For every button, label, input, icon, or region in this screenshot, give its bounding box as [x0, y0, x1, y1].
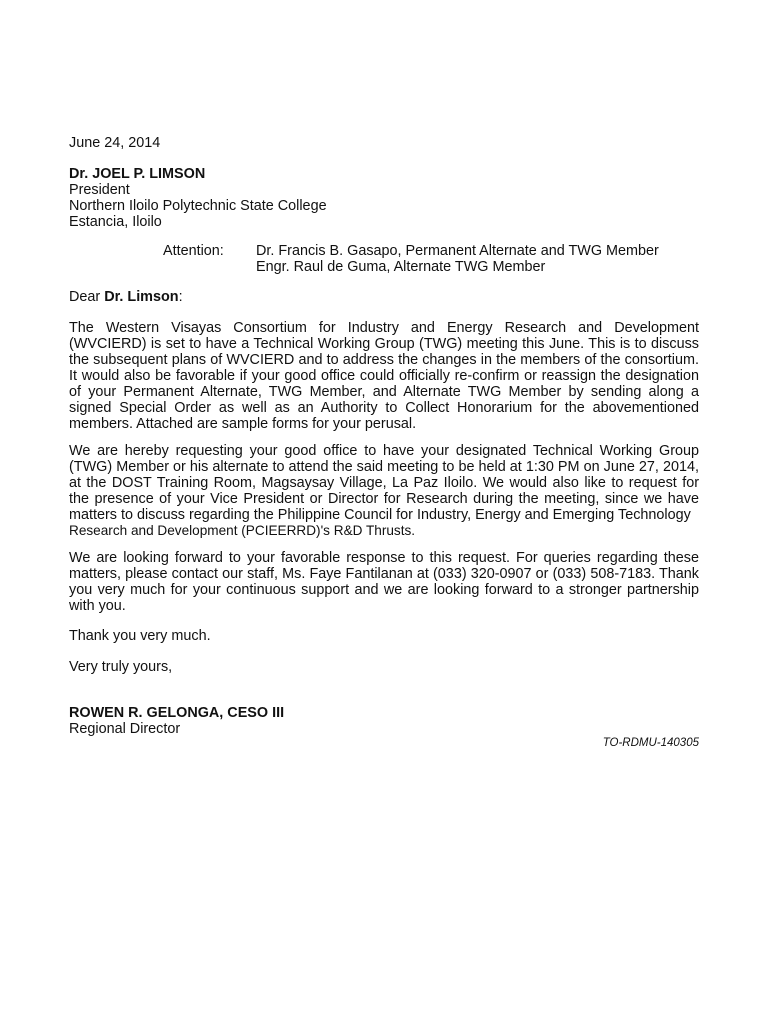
signatory-name: ROWEN R. GELONGA, CESO III — [69, 705, 285, 721]
attention-line-1: Dr. Francis B. Gasapo, Permanent Alternate and TWG Member — [256, 243, 659, 259]
closing-line: Very truly yours, — [69, 659, 173, 675]
salutation-name: Dr. Limson — [104, 289, 179, 305]
attention-list — [256, 243, 659, 275]
body-paragraph-2-text: We are hereby requesting your good office to have your designated Technical Working Group (TWG) Member or his alternate to attend the said meeting to be held at 1:30 PM on June 27, 2014, at the DOST Training Room, Magsaysay Village, La Paz Iloilo. We would also like to request for the presence of your Vice President or Director for Research during the meeting, since we have matters to discuss regarding the Philippine Council for Industry, Energy and Emerging Technology — [69, 443, 699, 523]
recipient-block — [69, 166, 699, 230]
signatory-block — [69, 705, 699, 737]
attention-label: Attention: — [163, 243, 224, 259]
letter-date: June 24, 2014 — [69, 135, 161, 151]
recipient-institution: Northern Iloilo Polytechnic State College — [69, 198, 327, 214]
reference-code: TO-RDMU-140305 — [602, 737, 699, 749]
recipient-title: President — [69, 182, 130, 198]
body-paragraph-2 — [69, 443, 699, 539]
recipient-name: Dr. JOEL P. LIMSON — [69, 166, 206, 182]
body-paragraph-1: The Western Visayas Consortium for Industry and Energy Research and Development (WVCIERD) is set to have a Technical Working Group (TWG) meeting this June. This is to discuss the subsequent plans of WVCIERD and to address the changes in the members of the consortium. It would also be favorable if your good office could officially re-confirm or reassign the designation of your Permanent Alternate, TWG Member, and Alternate TWG Member by sending along a signed Special Order as well as an Authority to Collect Honorarium for the abovementioned members. Attached are sample forms for your perusal. — [69, 320, 699, 432]
attention-line-2: Engr. Raul de Guma, Alternate TWG Member — [256, 259, 546, 275]
signatory-title: Regional Director — [69, 721, 181, 737]
body-paragraph-3: We are looking forward to your favorable response to this request. For queries regarding these matters, please contact our staff, Ms. Faye Fantilanan at (033) 320-0907 or (033) 508-7183. Thank you very much for your continuous support and we are looking forward to a stronger partnership with you. — [69, 550, 699, 614]
recipient-location: Estancia, Iloilo — [69, 214, 162, 230]
body-paragraph-2-tail: Research and Development (PCIEERRD)'s R&D Thrusts. — [69, 523, 416, 538]
thanks-line: Thank you very much. — [69, 628, 211, 644]
salutation-prefix: Dear — [69, 289, 105, 305]
salutation-suffix: : — [178, 289, 183, 305]
salutation — [69, 289, 699, 305]
